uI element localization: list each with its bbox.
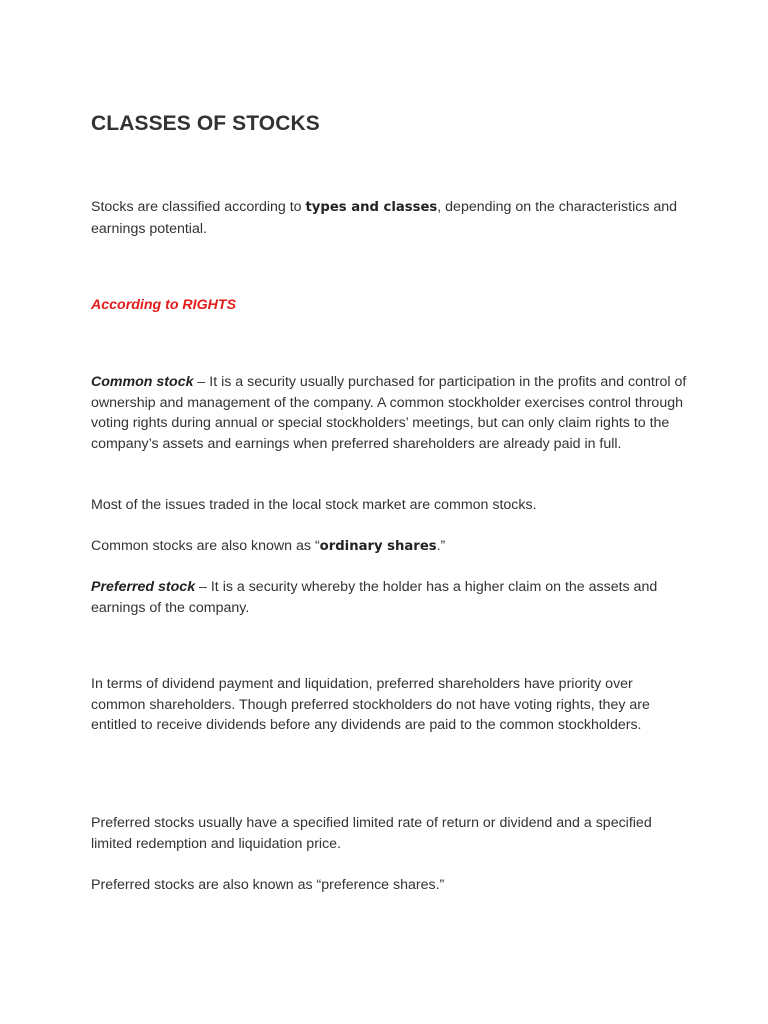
common-aka-bold-term: ordinary shares (319, 539, 437, 554)
preferred-aka-paragraph: Preferred stocks are also known as “preference shares.” (91, 877, 445, 893)
common-aka-text-end: .” (436, 538, 446, 554)
preferred-stock-paragraph (91, 577, 691, 618)
intro-text-start: Stocks are classified according to (91, 199, 306, 215)
intro-paragraph (91, 197, 691, 239)
preferred-rate-paragraph: Preferred stocks usually have a specified limited rate of return or dividend and a specified limited redemption and liquidation price. (91, 815, 652, 852)
common-issues-paragraph: Most of the issues traded in the local stock market are common stocks. (91, 497, 537, 513)
intro-bold-term: types and classes (305, 200, 438, 215)
common-stock-term: Common stock (91, 374, 194, 390)
common-stock-definition: – It is a security usually purchased for participation in the profits and control of ownership and management of the company. A common stockholder exercises control through voting rights during annual or special stockholders’ meetings, but can only claim rights to the company’s assets and earnings when preferred shareholders are already paid in full. (91, 374, 687, 452)
intro-text-end: , depending on the characteristics and earnings potential. (91, 199, 678, 237)
common-stock-paragraph (91, 372, 691, 454)
section-heading-rights: According to RIGHTS (91, 297, 237, 313)
page-title: CLASSES OF STOCKS (91, 112, 320, 135)
preferred-priority-paragraph: In terms of dividend payment and liquidation, preferred shareholders have priority over common shareholders. Though preferred stockholders do not have voting rights, they are entitled to receive dividends before any dividends are paid to the common stockholders. (91, 676, 650, 734)
preferred-stock-definition: – It is a security whereby the holder has a higher claim on the assets and earnings of the company. (91, 579, 658, 616)
common-aka-text-start: Common stocks are also known as “ (91, 538, 320, 554)
common-aka-paragraph (91, 536, 691, 558)
preferred-stock-term: Preferred stock (91, 579, 196, 595)
